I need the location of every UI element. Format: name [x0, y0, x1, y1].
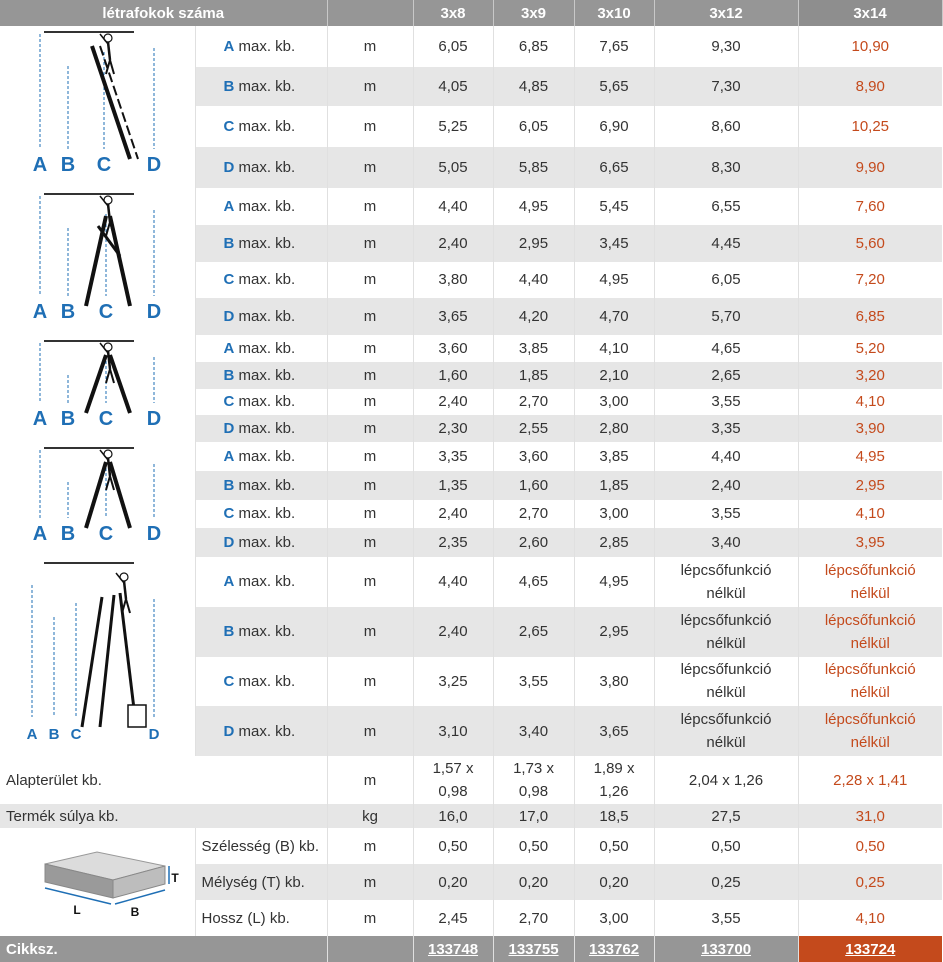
dimension-value: 4,40	[654, 442, 798, 471]
dimension-value: 5,70	[654, 298, 798, 335]
package-value: 0,20	[413, 864, 493, 900]
dimension-value: 3,85	[493, 335, 574, 362]
spec-row	[0, 442, 942, 471]
ladder-diagram-1	[2, 26, 192, 181]
max-label: max. kb.	[234, 159, 296, 177]
dimension-value: 2,10	[574, 362, 654, 389]
ladder-image-cell	[0, 442, 195, 557]
package-value: 0,25	[798, 864, 942, 900]
unit-cell: m	[327, 500, 413, 529]
dimension-value: 3,55	[654, 500, 798, 529]
unit-cell: m	[327, 262, 413, 299]
package-box-diagram	[17, 834, 177, 924]
svg-text:C: C	[70, 726, 82, 743]
area-value: 1,89 x 1,26	[574, 756, 654, 804]
dimension-value: 2,95	[493, 225, 574, 262]
max-label-cell	[195, 362, 327, 389]
header-col-3x8: 3x8	[413, 0, 493, 26]
ladder-image-cell	[0, 557, 195, 756]
unit-cell: m	[327, 900, 413, 936]
dimension-value: 9,90	[798, 147, 942, 188]
dimension-value: 4,95	[574, 262, 654, 299]
max-label-cell	[195, 557, 327, 607]
unit-cell: m	[327, 26, 413, 67]
dimension-value: 3,65	[574, 706, 654, 756]
package-value: 2,45	[413, 900, 493, 936]
svg-text:A: A	[33, 301, 48, 323]
unit-cell: kg	[327, 804, 413, 828]
footer-unit-empty	[327, 936, 413, 962]
unit-cell: m	[327, 335, 413, 362]
area-value: 2,28 x 1,41	[798, 756, 942, 804]
unit-cell: m	[327, 557, 413, 607]
dimension-value: 3,40	[654, 528, 798, 557]
max-label: max. kb.	[234, 534, 296, 552]
area-label: Alapterület kb.	[0, 756, 327, 804]
header-col-3x14: 3x14	[798, 0, 942, 26]
dimension-value: 3,45	[574, 225, 654, 262]
dimension-value: 4,40	[413, 188, 493, 225]
package-label: Hossz (L) kb.	[195, 900, 327, 936]
dimension-value: 3,60	[413, 335, 493, 362]
article-code-link[interactable]	[574, 936, 654, 962]
dimension-letter: B	[223, 476, 235, 494]
unit-cell: m	[327, 864, 413, 900]
max-label: max. kb.	[234, 393, 296, 411]
dimension-value: 5,85	[493, 147, 574, 188]
dimension-value: 7,65	[574, 26, 654, 67]
dimension-value: 3,25	[413, 657, 493, 707]
dimension-value: lépcsőfunkció nélkül	[654, 607, 798, 657]
svg-text:B: B	[61, 154, 76, 176]
max-label: max. kb.	[234, 476, 296, 494]
dimension-value: 5,60	[798, 225, 942, 262]
max-label: max. kb.	[234, 366, 296, 384]
unit-cell: m	[327, 225, 413, 262]
dimension-letter: A	[223, 197, 235, 215]
unit-cell: m	[327, 362, 413, 389]
dimension-value: 8,30	[654, 147, 798, 188]
dimension-value: 2,95	[798, 471, 942, 500]
package-value: 0,50	[654, 828, 798, 864]
dimension-value: 2,40	[413, 389, 493, 416]
max-label-cell	[195, 389, 327, 416]
package-image-cell	[0, 828, 195, 936]
package-label: Mélység (T) kb.	[195, 864, 327, 900]
svg-text:D: D	[147, 523, 162, 545]
max-label-cell	[195, 225, 327, 262]
dimension-value: 4,10	[798, 500, 942, 529]
dimension-value: 3,55	[493, 657, 574, 707]
svg-text:B: B	[130, 904, 140, 919]
max-label: max. kb.	[234, 722, 296, 740]
dimension-value: 6,90	[574, 106, 654, 147]
unit-cell: m	[327, 528, 413, 557]
unit-cell: m	[327, 415, 413, 442]
dimension-value: lépcsőfunkció nélkül	[798, 657, 942, 707]
dimension-letter: B	[223, 366, 235, 384]
header-col-3x12: 3x12	[654, 0, 798, 26]
svg-text:B: B	[61, 523, 76, 545]
dimension-letter: A	[223, 339, 235, 357]
dimension-value: 4,40	[413, 557, 493, 607]
dimension-value: 8,90	[798, 67, 942, 107]
footer-label: Cikksz.	[0, 936, 327, 962]
max-label-cell	[195, 188, 327, 225]
dimension-value: 2,60	[493, 528, 574, 557]
dimension-value: 3,35	[413, 442, 493, 471]
unit-cell: m	[327, 471, 413, 500]
max-label-cell	[195, 528, 327, 557]
dimension-value: 2,55	[493, 415, 574, 442]
weight-value: 27,5	[654, 804, 798, 828]
dimension-value: 6,85	[493, 26, 574, 67]
package-value: 3,00	[574, 900, 654, 936]
dimension-value: 2,35	[413, 528, 493, 557]
ladder-diagram-4	[2, 442, 192, 550]
dimension-value: 3,55	[654, 389, 798, 416]
max-label: max. kb.	[234, 271, 296, 289]
max-label: max. kb.	[234, 339, 296, 357]
svg-text:A: A	[33, 154, 48, 176]
dimension-value: 1,35	[413, 471, 493, 500]
max-label-cell	[195, 415, 327, 442]
svg-text:C: C	[99, 301, 114, 323]
svg-text:B: B	[61, 408, 76, 430]
dimension-value: 5,45	[574, 188, 654, 225]
svg-text:C: C	[97, 154, 112, 176]
max-label: max. kb.	[234, 447, 296, 465]
dimension-letter: A	[223, 37, 235, 55]
max-label: max. kb.	[234, 78, 296, 96]
dimension-value: 4,85	[493, 67, 574, 107]
unit-cell: m	[327, 147, 413, 188]
dimension-value: 2,70	[493, 500, 574, 529]
svg-text:C: C	[99, 408, 114, 430]
area-row	[0, 756, 942, 804]
weight-row	[0, 804, 942, 828]
dimension-value: 6,05	[493, 106, 574, 147]
dimension-value: lépcsőfunkció nélkül	[798, 557, 942, 607]
dimension-letter: D	[223, 722, 235, 740]
dimension-value: 10,90	[798, 26, 942, 67]
dimension-value: 5,05	[413, 147, 493, 188]
dimension-value: 3,80	[574, 657, 654, 707]
unit-cell: m	[327, 106, 413, 147]
dimension-value: 4,45	[654, 225, 798, 262]
dimension-value: 3,20	[798, 362, 942, 389]
unit-cell: m	[327, 706, 413, 756]
svg-text:A: A	[33, 523, 48, 545]
dimension-value: 4,65	[654, 335, 798, 362]
article-code-link[interactable]	[798, 936, 942, 962]
dimension-value: 1,85	[574, 471, 654, 500]
package-value: 4,10	[798, 900, 942, 936]
ladder-image-cell	[0, 335, 195, 442]
spec-row	[0, 335, 942, 362]
max-label-cell	[195, 471, 327, 500]
dimension-letter: C	[223, 271, 235, 289]
unit-cell: m	[327, 298, 413, 335]
dimension-letter: B	[223, 78, 235, 96]
article-code[interactable]: 133724	[845, 940, 896, 958]
dimension-value: 4,95	[574, 557, 654, 607]
spec-row	[0, 557, 942, 607]
dimension-value: 4,10	[798, 389, 942, 416]
spec-row	[0, 188, 942, 225]
header-col-3x10: 3x10	[574, 0, 654, 26]
svg-text:L: L	[73, 902, 81, 917]
dimension-value: 3,65	[413, 298, 493, 335]
package-value: 3,55	[654, 900, 798, 936]
package-value: 2,70	[493, 900, 574, 936]
dimension-value: 8,60	[654, 106, 798, 147]
dimension-value: 6,05	[654, 262, 798, 299]
article-code-link[interactable]	[413, 936, 493, 962]
article-code[interactable]: 133748	[427, 940, 479, 958]
dimension-value: 6,05	[413, 26, 493, 67]
header-row	[0, 0, 942, 26]
dimension-value: 4,65	[493, 557, 574, 607]
dimension-value: 9,30	[654, 26, 798, 67]
package-label: Szélesség (B) kb.	[195, 828, 327, 864]
header-unit-empty	[327, 0, 413, 26]
dimension-value: 5,25	[413, 106, 493, 147]
max-label: max. kb.	[234, 118, 296, 136]
dimension-value: 4,95	[493, 188, 574, 225]
ladder-diagram-3	[2, 335, 192, 435]
area-value: 1,57 x 0,98	[413, 756, 493, 804]
max-label-cell	[195, 335, 327, 362]
package-value: 0,20	[493, 864, 574, 900]
dimension-value: 10,25	[798, 106, 942, 147]
package-value: 0,25	[654, 864, 798, 900]
dimension-value: 4,05	[413, 67, 493, 107]
dimension-value: 2,40	[413, 225, 493, 262]
max-label: max. kb.	[234, 234, 296, 252]
dimension-value: 5,65	[574, 67, 654, 107]
dimension-value: 3,95	[798, 528, 942, 557]
dimension-value: 3,80	[413, 262, 493, 299]
weight-label: Termék súlya kb.	[0, 804, 327, 828]
ladder-diagram-2	[2, 188, 192, 328]
package-row	[0, 828, 942, 864]
weight-value: 31,0	[798, 804, 942, 828]
area-value: 2,04 x 1,26	[654, 756, 798, 804]
max-label-cell	[195, 706, 327, 756]
dimension-value: lépcsőfunkció nélkül	[654, 557, 798, 607]
spec-row	[0, 26, 942, 67]
max-label-cell	[195, 607, 327, 657]
article-code[interactable]: 133755	[508, 940, 559, 958]
max-label: max. kb.	[234, 623, 296, 641]
package-value: 0,50	[493, 828, 574, 864]
footer-row	[0, 936, 942, 962]
dimension-value: lépcsőfunkció nélkül	[654, 657, 798, 707]
dimension-value: 7,30	[654, 67, 798, 107]
dimension-value: 1,60	[413, 362, 493, 389]
max-label-cell	[195, 500, 327, 529]
dimension-value: 2,70	[493, 389, 574, 416]
dimension-value: 6,55	[654, 188, 798, 225]
svg-text:D: D	[147, 408, 162, 430]
article-code[interactable]: 133762	[588, 940, 640, 958]
dimension-value: 3,00	[574, 389, 654, 416]
max-label-cell	[195, 657, 327, 707]
dimension-value: 2,65	[493, 607, 574, 657]
max-label-cell	[195, 442, 327, 471]
dimension-value: 3,00	[574, 500, 654, 529]
article-code-link[interactable]	[654, 936, 798, 962]
unit-cell: m	[327, 188, 413, 225]
dimension-letter: C	[223, 505, 235, 523]
unit-cell: m	[327, 389, 413, 416]
svg-text:D: D	[147, 154, 162, 176]
dimension-value: 2,65	[654, 362, 798, 389]
dimension-value: 1,60	[493, 471, 574, 500]
dimension-value: 4,40	[493, 262, 574, 299]
dimension-value: 5,20	[798, 335, 942, 362]
dimension-value: 3,90	[798, 415, 942, 442]
dimension-value: 2,80	[574, 415, 654, 442]
max-label: max. kb.	[234, 672, 296, 690]
unit-cell: m	[327, 442, 413, 471]
dimension-value: lépcsőfunkció nélkül	[798, 706, 942, 756]
dimension-value: 3,10	[413, 706, 493, 756]
dimension-value: 2,40	[413, 607, 493, 657]
max-label-cell	[195, 262, 327, 299]
dimension-letter: D	[223, 159, 235, 177]
dimension-letter: B	[223, 234, 235, 252]
article-code[interactable]: 133700	[700, 940, 752, 958]
max-label-cell	[195, 67, 327, 107]
max-label: max. kb.	[234, 573, 296, 591]
max-label: max. kb.	[234, 197, 296, 215]
dimension-value: lépcsőfunkció nélkül	[798, 607, 942, 657]
dimension-letter: C	[223, 393, 235, 411]
package-value: 0,50	[798, 828, 942, 864]
dimension-letter: B	[223, 623, 235, 641]
max-label: max. kb.	[234, 420, 296, 438]
dimension-value: 2,95	[574, 607, 654, 657]
dimension-value: 2,40	[654, 471, 798, 500]
max-label-cell	[195, 298, 327, 335]
unit-cell: m	[327, 67, 413, 107]
svg-text:D: D	[147, 301, 162, 323]
max-label: max. kb.	[234, 37, 296, 55]
svg-text:D: D	[148, 726, 160, 743]
max-label-cell	[195, 106, 327, 147]
dimension-value: 7,20	[798, 262, 942, 299]
svg-text:A: A	[33, 408, 48, 430]
dimension-value: lépcsőfunkció nélkül	[654, 706, 798, 756]
dimension-value: 2,85	[574, 528, 654, 557]
dimension-value: 7,60	[798, 188, 942, 225]
dimension-value: 3,40	[493, 706, 574, 756]
area-value: 1,73 x 0,98	[493, 756, 574, 804]
dimension-letter: D	[223, 420, 235, 438]
package-value: 0,20	[574, 864, 654, 900]
article-code-link[interactable]	[493, 936, 574, 962]
header-col-3x9: 3x9	[493, 0, 574, 26]
dimension-value: 1,85	[493, 362, 574, 389]
dimension-letter: A	[223, 573, 235, 591]
dimension-value: 2,40	[413, 500, 493, 529]
unit-cell: m	[327, 607, 413, 657]
dimension-value: 3,60	[493, 442, 574, 471]
dimension-value: 3,35	[654, 415, 798, 442]
weight-value: 16,0	[413, 804, 493, 828]
header-title: létrafokok száma	[0, 0, 327, 26]
dimension-value: 4,10	[574, 335, 654, 362]
package-value: 0,50	[413, 828, 493, 864]
unit-cell: m	[327, 657, 413, 707]
max-label: max. kb.	[234, 308, 296, 326]
max-label-cell	[195, 26, 327, 67]
unit-cell: m	[327, 828, 413, 864]
ladder-image-cell	[0, 188, 195, 335]
weight-value: 17,0	[493, 804, 574, 828]
weight-value: 18,5	[574, 804, 654, 828]
svg-text:C: C	[99, 523, 114, 545]
max-label-cell	[195, 147, 327, 188]
unit-cell: m	[327, 756, 413, 804]
max-label: max. kb.	[234, 505, 296, 523]
ladder-diagram-5	[2, 557, 192, 749]
dimension-value: 4,70	[574, 298, 654, 335]
dimension-value: 6,85	[798, 298, 942, 335]
dimension-value: 4,20	[493, 298, 574, 335]
svg-text:B: B	[61, 301, 76, 323]
dimension-letter: C	[223, 672, 235, 690]
package-value: 0,50	[574, 828, 654, 864]
dimension-letter: A	[223, 447, 235, 465]
svg-text:B: B	[48, 726, 60, 743]
ladder-image-cell	[0, 26, 195, 188]
dimension-value: 3,85	[574, 442, 654, 471]
dimension-value: 6,65	[574, 147, 654, 188]
dimension-letter: C	[223, 118, 235, 136]
dimension-value: 2,30	[413, 415, 493, 442]
dimension-letter: D	[223, 534, 235, 552]
svg-text:T: T	[171, 870, 179, 885]
dimension-value: 4,95	[798, 442, 942, 471]
svg-text:A: A	[26, 726, 38, 743]
dimension-letter: D	[223, 308, 235, 326]
